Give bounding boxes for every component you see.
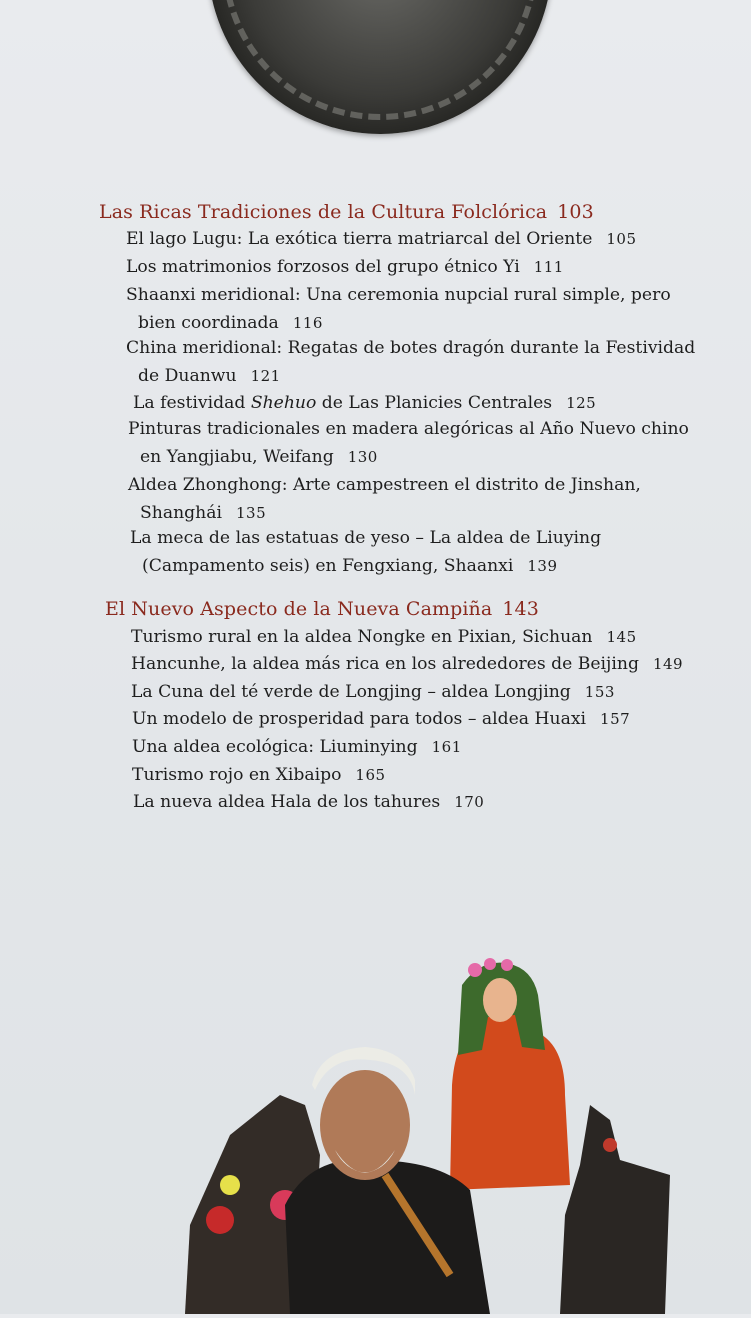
toc-entry: La Cuna del té verde de Longjing – aldea Longjing 153 — [131, 682, 615, 702]
toc-entry: Un modelo de prosperidad para todos – aldea Huaxi 157 — [132, 709, 631, 729]
decorative-plate-image — [208, 0, 552, 134]
toc-entry: Una aldea ecológica: Liuminying 161 — [132, 737, 462, 757]
toc-entry: La meca de las estatuas de yeso – La aldea de Liuying (Campamento seis) en Fengxiang, Shaanxi 139 — [130, 528, 602, 576]
section-title: Las Ricas Tradiciones de la Cultura Folclórica 103 — [99, 201, 594, 223]
toc-entry: La nueva aldea Hala de los tahures 170 — [133, 792, 485, 812]
toc-entry: Los matrimonios forzosos del grupo étnico Yi 111 — [126, 257, 564, 277]
toc-entry: Pinturas tradicionales en madera alegóricas al Año Nuevo chino en Yangjiabu, Weifang 130 — [128, 419, 689, 467]
toc-entry: Turismo rural en la aldea Nongke en Pixian, Sichuan 145 — [131, 627, 637, 647]
photo-illustration — [170, 955, 670, 1314]
toc-entry: La festividad Shehuo de Las Planicies Centrales 125 — [133, 393, 597, 413]
toc-entry: Shaanxi meridional: Una ceremonia nupcial rural simple, pero bien coordinada 116 — [126, 285, 671, 333]
villagers-on-donkeys-photo — [170, 955, 670, 1314]
toc-entry: Turismo rojo en Xibaipo 165 — [132, 765, 386, 785]
toc-entry: China meridional: Regatas de botes dragón durante la Festividad de Duanwu 121 — [126, 338, 696, 386]
section-title: El Nuevo Aspecto de la Nueva Campiña 143 — [105, 598, 539, 620]
toc-entry: Aldea Zhonghong: Arte campestreen el distrito de Jinshan, Shanghái 135 — [128, 475, 641, 523]
toc-entry: Hancunhe, la aldea más rica en los alrededores de Beijing 149 — [131, 654, 684, 674]
toc-entry: El lago Lugu: La exótica tierra matriarcal del Oriente 105 — [126, 229, 637, 249]
